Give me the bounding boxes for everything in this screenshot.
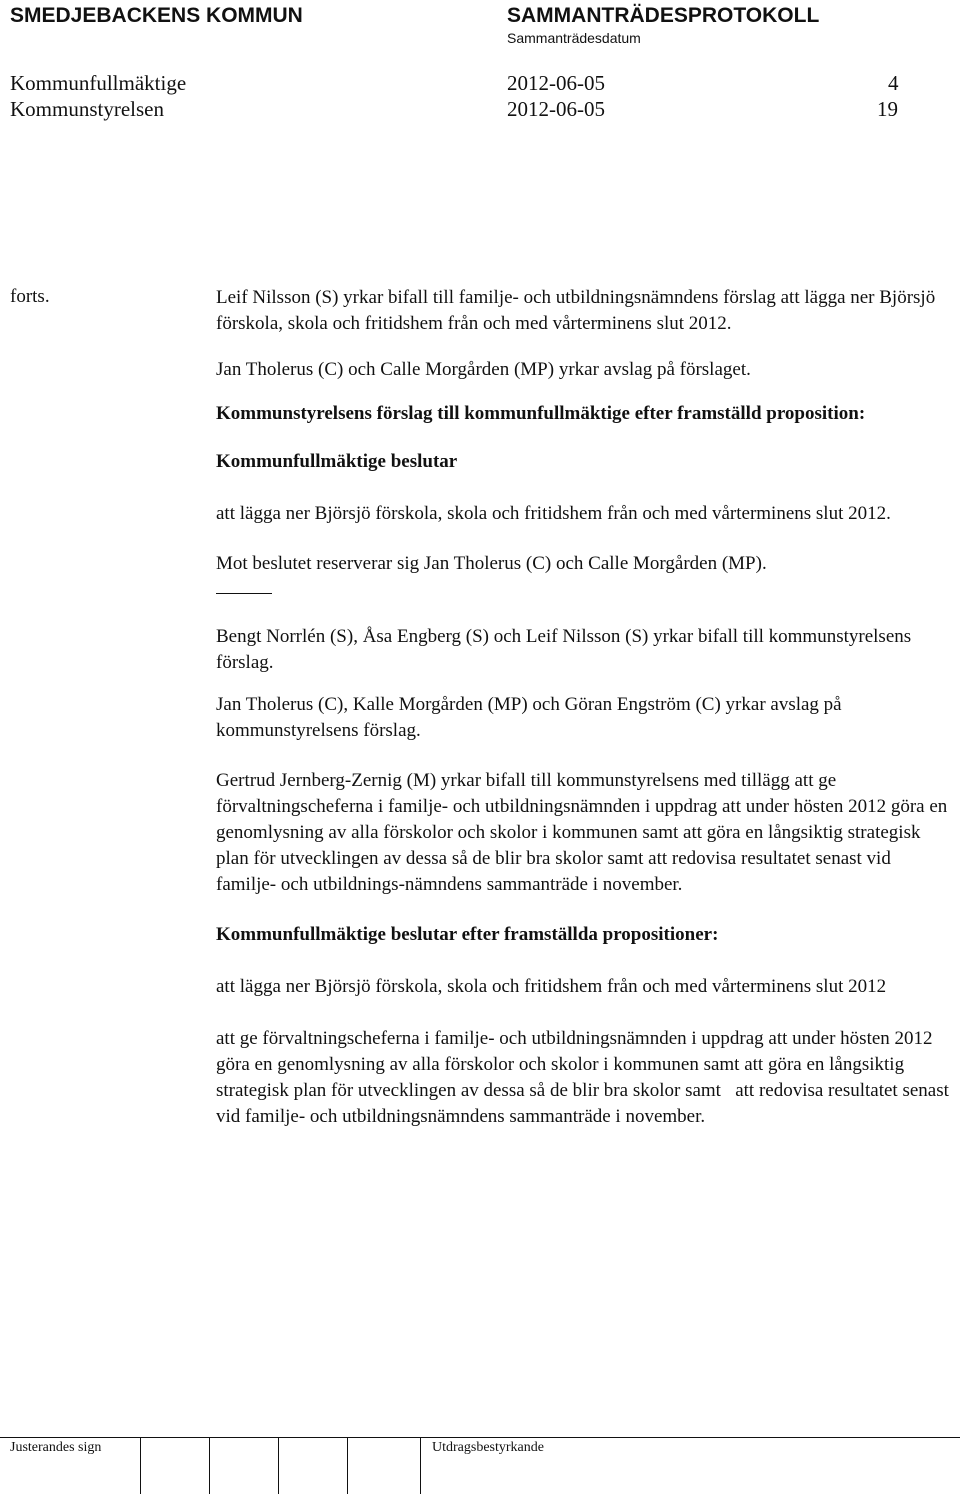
footer-divider-4 xyxy=(347,1438,348,1494)
footer-sign-label: Justerandes sign xyxy=(10,1440,102,1455)
meta-paragraph-1: 4 xyxy=(888,71,899,95)
document-type: SAMMANTRÄDESPROTOKOLL xyxy=(507,4,820,27)
organization-name: SMEDJEBACKENS KOMMUN xyxy=(10,4,303,27)
footer-divider-1 xyxy=(140,1438,141,1494)
heading-kf-decides: Kommunfullmäktige beslutar xyxy=(216,451,458,472)
footer-extract-label: Utdragsbestyrkande xyxy=(432,1440,544,1455)
paragraph-decision-close-school: att lägga ner Björsjö förskola, skola och fritidshem från och med vårterminens slut 2012. xyxy=(216,503,891,524)
paragraph-reservation: Mot beslutet reserverar sig Jan Tholerus (C) och Calle Morgården (MP). xyxy=(216,553,767,574)
meta-paragraph-2: 19 xyxy=(877,97,898,121)
paragraph-support-norrlen: Bengt Norrlén (S), Åsa Engberg (S) och Leif Nilsson (S) yrkar bifall till kommunstyrelsens förslag. xyxy=(216,626,912,673)
footer-rule xyxy=(0,1437,960,1438)
footer-divider-2 xyxy=(209,1438,210,1494)
meta-date-1: 2012-06-05 xyxy=(507,71,605,95)
paragraph-final-close-school: att lägga ner Björsjö förskola, skola och fritidshem från och med vårterminens slut 2012 xyxy=(216,976,887,997)
footer-divider-3 xyxy=(278,1438,279,1494)
heading-kf-decides-propositions: Kommunfullmäktige beslutar efter framställda propositioner: xyxy=(216,924,719,945)
paragraph-final-assignment: att ge förvaltningscheferna i familje- och utbildningsnämnden i uppdrag att under hösten 2012 göra en genomlysning av alla förskolor och skolor i kommunen samt att göra en långsiktig strategisk plan för utvecklingen av dessa så de blir bra skolor samt att redovisa resultatet senast vid familje- och utbildningsnämndens sammanträde i november. xyxy=(216,1028,954,1127)
meta-date-2: 2012-06-05 xyxy=(507,97,605,121)
heading-ks-proposal: Kommunstyrelsens förslag till kommunfullmäktige efter framställd proposition: xyxy=(216,403,866,424)
paragraph-proposal-nilsson: Leif Nilsson (S) yrkar bifall till familje- och utbildningsnämndens förslag att lägga ner Björsjö förskola, skola och fritidshem från och med vårterminens slut 2012. xyxy=(216,287,936,334)
paragraph-rejection-tholerus: Jan Tholerus (C) och Calle Morgården (MP) yrkar avslag på förslaget. xyxy=(216,359,751,380)
paragraph-addition-jernberg: Gertrud Jernberg-Zernig (M) yrkar bifall till kommunstyrelsens med tillägg att ge förvaltningscheferna i familje- och utbildningsnämnden i uppdrag att under hösten 2012 göra en genomlysning av alla förskolor och skolor i kommunen samt att göra en långsiktig strategisk plan för utvecklingen av dessa så de blir bra skolor samt att redovisa resultatet senast vid familje- och utbildnings-nämndens sammanträde i november. xyxy=(216,770,948,895)
paragraph-rejection-group: Jan Tholerus (C), Kalle Morgården (MP) och Göran Engström (C) yrkar avslag på kommunstyrelsens förslag. xyxy=(216,694,842,741)
continued-label: forts. xyxy=(10,286,50,307)
meta-body-2: Kommunstyrelsen xyxy=(10,97,164,121)
meeting-date-label: Sammanträdesdatum xyxy=(507,30,641,46)
protocol-body xyxy=(216,285,954,1130)
meta-body-1: Kommunfullmäktige xyxy=(10,71,187,95)
footer-divider-5 xyxy=(420,1438,421,1494)
separator-line xyxy=(216,593,272,594)
